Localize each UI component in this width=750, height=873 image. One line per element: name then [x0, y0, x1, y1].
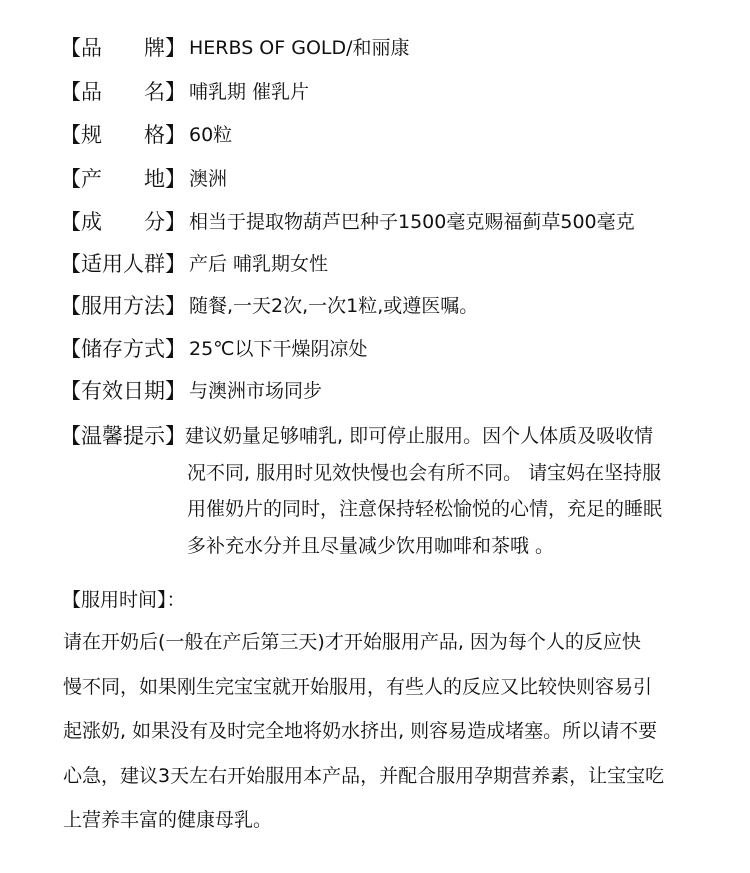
spec-row-target-users: 【 适用人群 】 产后 哺乳期女性	[60, 252, 329, 276]
spec-value-usage: 随餐,一天2次,一次1粒,或遵医嘱。	[189, 295, 479, 317]
spec-row-size: 【 规 格 】 60粒	[60, 123, 233, 147]
spec-value-ingredients: 相当于提取物葫芦巴种子1500毫克赐福蓟草500毫克	[189, 211, 635, 233]
tips-label: 温馨提示	[81, 424, 165, 448]
spec-label-storage: 储存方式	[81, 337, 165, 361]
spec-value-target-users: 产后 哺乳期女性	[189, 253, 329, 275]
tips-line: 用催奶片的同时，注意保持轻松愉悦的心情，充足的睡眠	[187, 498, 663, 520]
spec-row-usage: 【 服用方法 】 随餐,一天2次,一次1粒,或遵医嘱。	[60, 294, 479, 318]
timing-line: 慢不同，如果刚生完宝宝就开始服用，有些人的反应又比较快则容易引	[63, 675, 653, 698]
spec-label-ingredients: 成 分	[81, 210, 165, 234]
spec-label-size: 规 格	[81, 123, 165, 147]
timing-line: 上营养丰富的健康母乳。	[63, 809, 273, 831]
tips-line: 多补充水分并且尽量减少饮用咖啡和茶哦 。	[187, 534, 555, 557]
tips-line: 建议奶量足够哺乳, 即可停止服用。因个人体质及吸收情	[185, 425, 654, 447]
timing-line: 心急，建议3天左右开始服用本产品，并配合服用孕期营养素，让宝宝吃	[63, 764, 665, 787]
tips-label-row: 【 温馨提示 】	[60, 424, 186, 448]
spec-value-brand: HERBS OF GOLD/和丽康	[189, 37, 410, 59]
timing-line: 请在开奶后(一般在产后第三天)才开始服用产品, 因为每个人的反应快	[63, 631, 641, 653]
spec-label-name: 品 名	[81, 80, 165, 104]
spec-label-target-users: 适用人群	[81, 252, 165, 276]
timing-heading: 【服用时间】：	[62, 589, 186, 611]
spec-row-name: 【 品 名 】 哺乳期 催乳片	[60, 80, 310, 104]
spec-row-storage: 【 储存方式 】 25℃以下干燥阴凉处	[60, 337, 368, 361]
timing-paragraph	[63, 620, 723, 843]
spec-label-expiry: 有效日期	[81, 379, 165, 403]
spec-row-origin: 【 产 地 】 澳洲	[60, 167, 228, 191]
spec-value-expiry: 与澳洲市场同步	[189, 380, 323, 402]
spec-label-origin: 产 地	[81, 167, 165, 191]
spec-label-usage: 服用方法	[81, 294, 165, 318]
spec-row-expiry: 【 有效日期 】 与澳洲市场同步	[60, 379, 323, 403]
spec-row-brand: 【 品 牌 】 HERBS OF GOLD/和丽康	[60, 36, 410, 60]
spec-row-ingredients: 【 成 分 】 相当于提取物葫芦巴种子1500毫克赐福蓟草500毫克	[60, 210, 635, 234]
spec-value-origin: 澳洲	[189, 168, 228, 190]
spec-label-brand: 品 牌	[81, 36, 165, 60]
spec-value-storage: 25℃以下干燥阴凉处	[189, 338, 368, 360]
spec-value-size: 60粒	[189, 124, 233, 146]
tips-text	[187, 418, 697, 564]
tips-line: 况不同, 服用时见效快慢也会有所不同。 请宝妈在坚持服	[187, 461, 662, 484]
spec-value-name: 哺乳期 催乳片	[189, 81, 310, 103]
timing-line: 起涨奶, 如果没有及时完全地将奶水挤出, 则容易造成堵塞。所以请不要	[63, 720, 658, 742]
